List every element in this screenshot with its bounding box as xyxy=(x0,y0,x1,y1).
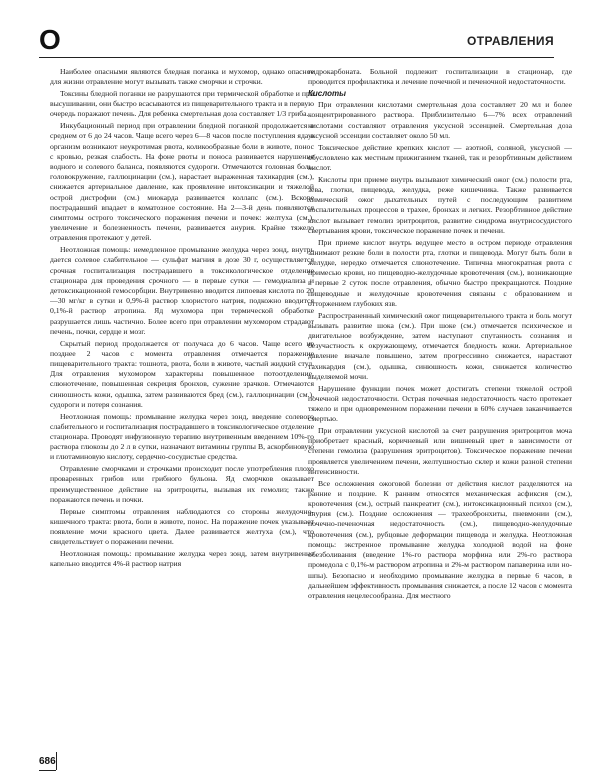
paragraph: При приеме кислот внутрь ведущее место в остром периоде отравления занимают резкие боли в полости рта, глотки и пищевода. Могут быть боли в желудке, нередко отмечается слюнотечение. Типична многократная рвота с примесью крови, но пищеводно-желудочные кровотечения (см.), возникающие в первые 2 суток после отравления, обычно быстро прекращаются. Поздние пищеводные и желудочные кровотечения связаны с образованием и отторжением глубоких язв. xyxy=(308,237,572,308)
paragraph: Неотложная помощь: промывание желудка через зонд, затем внутривенно капельно вводится 4%-й раствор натрия xyxy=(50,549,314,569)
paragraph: Все осложнения ожоговой болезни от действия кислот разделяются на ранние и поздние. К ранним относятся механическая асфиксия (см.), кровотечения (см.), острый панкреатит (см.), интоксикационный психоз (см.), анурия (см.). Поздние осложнения — трахеобронхиты, пневмонии (см.), почечно-печеночная недостаточность (см.), пищеводно-желудочные кровотечения (см.), рубцовые деформации пищевода и желудка. Неотложная помощь: экстренное промывание желудка холодной водой на фоне обезболивания (введение 1%-го раствора морфина или 2%-го раствора промедола с 0,1%-м раствором атропина и 2%-м раствором папаверина или но-шпы). Безопасно и необходимо промывание желудка в первые 6 часов, в дальнейшем эффективность промывания снижается, а после 12 часов с момента отравления нецелесообразна. Для местного xyxy=(308,478,572,600)
paragraph: Отравление сморчками и строчками происходит после употребления плохо проваренных грибов или грибного бульона. Яд сморчков оказывает преимущественное действие на эритроциты, вызывая их гемолиз; также поражаются печень и почки. xyxy=(50,464,314,504)
paragraph: Скрытый период продолжается от получаса до 6 часов. Чаще всего не позднее 2 часов с момента отравления отмечается поражение пищеварительного тракта: тошнота, рвота, боли в животе, частый жидкий стул. Для отравления мухомором характерны повышенное потоотделение, слюнотечение, повышенная секреция бронхов, сужение зрачков. Отмечаются синюшность кожи, одышка, затем развиваются бред (см.), галлюцинации (см.), судороги и потеря сознания. xyxy=(50,338,314,409)
paragraph: Токсины бледной поганки не разрушаются при термической обработке и при высушивании, они быстро всасываются из пищеварительного тракта и в первую очередь поражают печень. Для ребенка смертельная доза составляет 1/3 гриба. xyxy=(50,89,314,119)
paragraph-continued: гидрокарбоната. Больной подлежит госпитализации в стационар, где проводится профилактика и лечение почечной и печеночной недостаточности. xyxy=(308,67,572,87)
paragraph: Первые симптомы отравления наблюдаются со стороны желудочно-кишечного тракта: рвота, боли в животе, понос. На поражение почек указывает появление мочи красного цвета. Далее развивается желтуха (см.), что свидетельствует о поражении печени. xyxy=(50,506,314,547)
page-number-rule-vertical xyxy=(56,752,57,770)
right-column xyxy=(308,67,572,757)
left-column xyxy=(50,67,314,757)
paragraph: Кислоты при приеме внутрь вызывают химический ожог (см.) полости рта, зева, глотки, пищевода, желудка, реже кишечника. Также развивается химический ожог дыхательных путей с последующим развитием воспалительных процессов в трахее, бронхах и легких. Резорбтивное действие кислот вызывает гемолиз эритроцитов, развитие синдрома внутрисосудистого свертывания крови, токсическое поражение почек и печени. xyxy=(308,174,572,235)
paragraph: Неотложная помощь: промывание желудка через зонд, введение солевого слабительного и госпитализация пострадавшего в токсикологическое отделение стационара. Проводят инфузионную терапию внутривенным введением 10%-го раствора глюкозы до 2 л в сутки, назначают витамины группы В, аскорбиновую и глютаминовую кислоту, сердечно-сосудистые средства. xyxy=(50,411,314,462)
page-number-rule-horizontal xyxy=(39,770,56,771)
paragraph: Токсическое действие крепких кислот — азотной, соляной, уксусной — обусловлено как местным прижиганием тканей, так и резорбтивным действием кислот. xyxy=(308,142,572,173)
paragraph: При отравлении кислотами смертельная доза составляет 20 мл и более концентрированного раствора. Приблизительно 6—7% всех отравлений кислотами составляют отравления уксусной эссенцией. Смертельная доза уксусной эссенции составляет около 50 мл. xyxy=(308,100,572,140)
page-number: 686 xyxy=(39,756,56,767)
running-header-title: ОТРАВЛЕНИЯ xyxy=(467,34,554,48)
paragraph: Инкубационный период при отравлении бледной поганкой продолжается в среднем от 6 до 24 часов. Чаще всего через 6—8 часов после поступления яда в организм возникают неукротимая рвота, коликообразные боли в животе, понос с кровью, резкая слабость. На фоне рвоты и поноса развивается нарушения водного и солевого баланса, появляются судороги. Отмечаются головная боль, головокружение, галлюцинации (см.), нарастает выраженная тахикардия (см.), снижается артериальное давление, как проявление интоксикации и тяжелой острой дистрофии (см.) миокарда развивается коллапс (см.). Вскоре пострадавший впадает в коматозное состояние. На 2—3-й день появляются симптомы острого токсического поражения печени и почек: желтуха (см.), увеличение и болезненность печени, развивается анурия. Крайне тяжело отравления протекают у детей. xyxy=(50,121,314,243)
subheading-acids: Кислоты xyxy=(308,89,346,98)
paragraph: Нарушение функции почек может достигать степени тяжелой острой почечной недостаточности. Острая почечная недостаточность часто протекает тяжело и при одновременном поражении печени в 60% случаев заканчивается смертью. xyxy=(308,383,572,424)
paragraph: При отравлении уксусной кислотой за счет разрушения эритроцитов моча приобретает красный, коричневый или вишневый цвет в зависимости от степени гемолиза (разрушения эритроцитов). Токсическое поражение печени проявляется увеличением печени, желтушностью склер и кожи разной степени интенсивности. xyxy=(308,426,572,476)
paragraph: Неотложная помощь: немедленное промывание желудка через зонд, внутрь дается солевое слабительное — сульфат магния в дозе 30 г, осуществляется срочная госпитализация пострадавшего в токсикологическое отделение стационара для проведения срочного — в первые сутки — гемодиализа и детоксикационной гемосорбции. Внутривенно вводится липоевая кислота по 20—30 мг/кг в сутки и 0,9%-й раствор хлористого натрия, подкожно вводится 0,1%-й раствор атропина. Яд мухомора при термической обработке разрушается лишь частично. Более всего при отравлении мухомором страдают печень, почки, сердце и мозг. xyxy=(50,245,314,336)
header-rule xyxy=(39,57,554,58)
section-letter: О xyxy=(39,24,61,55)
paragraph: Наиболее опасными являются бледная поганка и мухомор, однако опасное для жизни отравление могут вызывать также сморчки и строчки. xyxy=(50,67,314,87)
paragraph: Распространенный химический ожог пищеварительного тракта и боль могут вызывать развитие шока (см.). При шоке (см.) отмечается психическое и двигательное возбуждение, затем наступают спутанность сознания и безучастность к окружающему, отмечается бледность кожи. Артериальное давление вначале повышено, затем прогрессивно снижается, нарастают тахикардия (см.), одышка, синюшность кожи, снижается количество выделяемой мочи. xyxy=(308,310,572,381)
